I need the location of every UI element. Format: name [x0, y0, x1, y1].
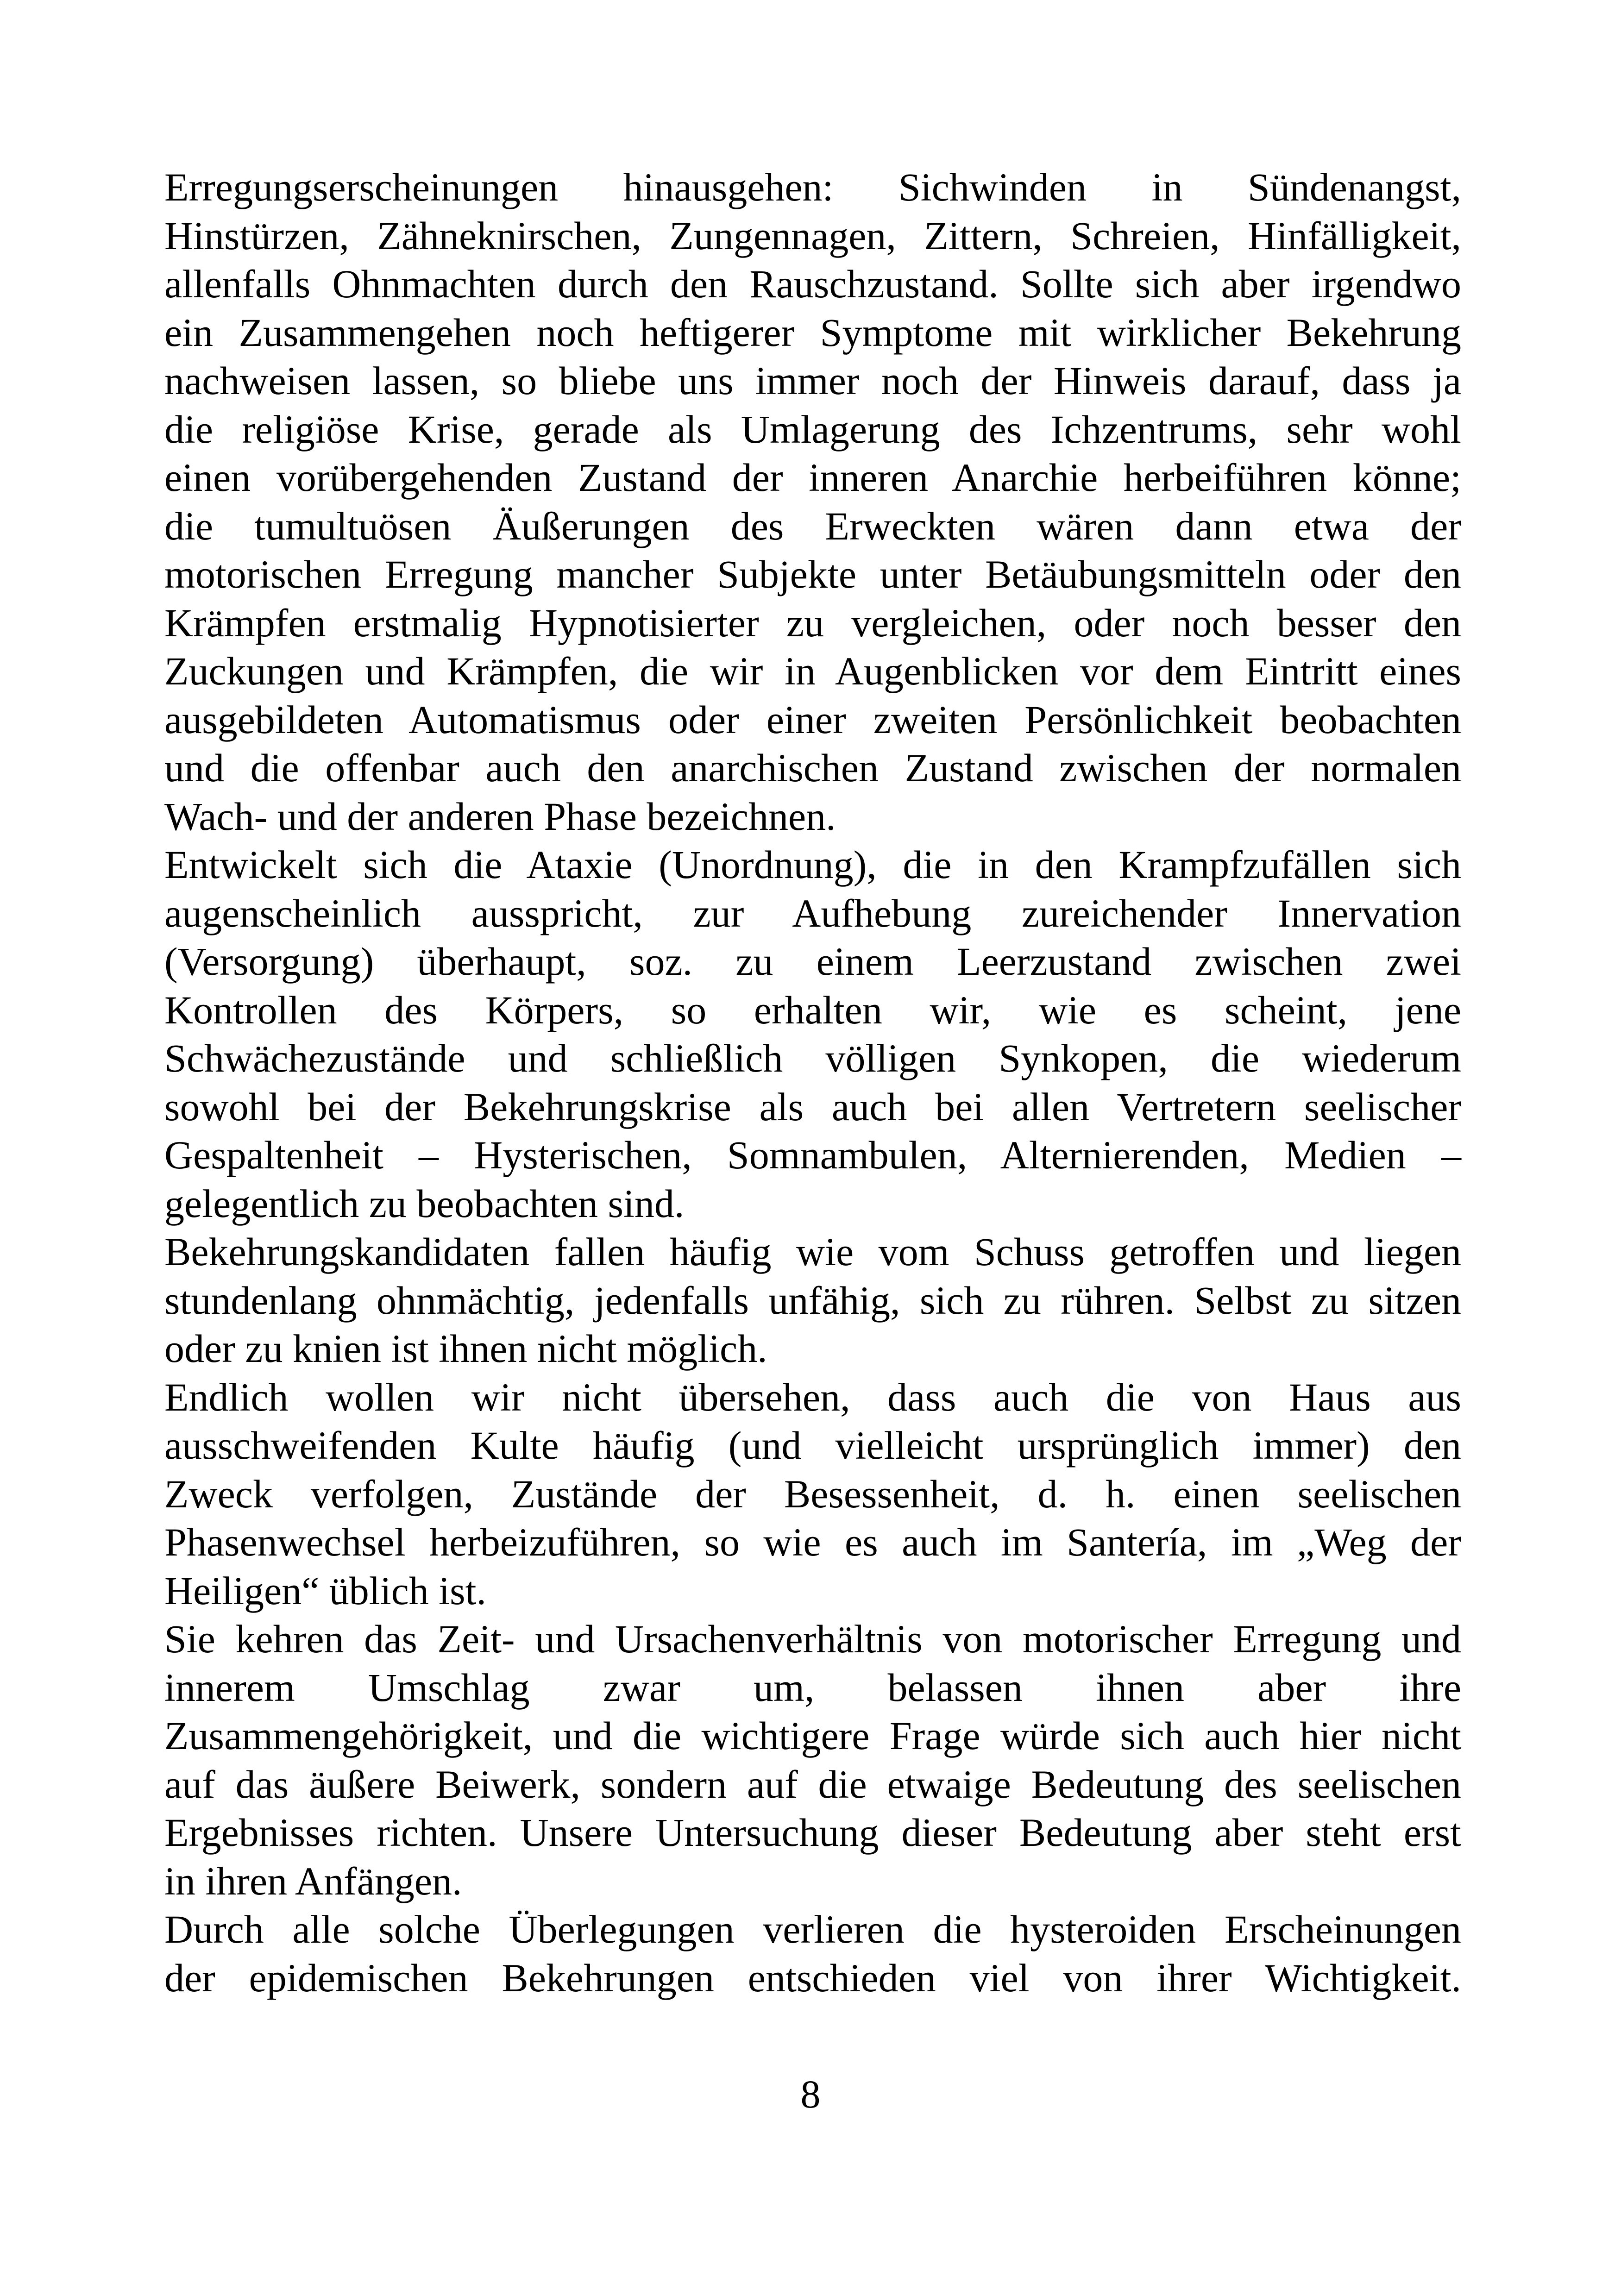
text-line: einen vorübergehenden Zustand der inneren Anarchie herbeiführen könne;: [164, 455, 1461, 500]
paragraph-2: [164, 841, 1461, 1228]
text-line: (Versorgung) überhaupt, soz. zu einem Leerzustand zwischen zwei: [164, 939, 1461, 984]
text-line: Heiligen“ üblich ist.: [164, 1568, 487, 1613]
paragraph-4: [164, 1373, 1461, 1615]
text-line: Krämpfen erstmalig Hypnotisierter zu vergleichen, oder noch besser den: [164, 600, 1461, 645]
text-line: Erregungserscheinungen hinausgehen: Sichwinden in Sündenangst,: [164, 165, 1461, 209]
text-line: die tumultuösen Äußerungen des Erweckten wären dann etwa der: [164, 503, 1461, 548]
text-line: Hinstürzen, Zähneknirschen, Zungennagen, Zittern, Schreien, Hinfälligkeit,: [164, 213, 1461, 258]
text-line: ausgebildeten Automatismus oder einer zweiten Persönlichkeit beobachten: [164, 697, 1461, 742]
text-line: Phasenwechsel herbeizuführen, so wie es auch im Santería, im „Weg der: [164, 1520, 1461, 1564]
text-line: innerem Umschlag zwar um, belassen ihnen aber ihre: [164, 1665, 1461, 1710]
text-line: Durch alle solche Überlegungen verlieren die hysteroiden Erscheinungen: [164, 1907, 1461, 1951]
text-line: stundenlang ohnmächtig, jedenfalls unfähig, sich zu rühren. Selbst zu sitzen: [164, 1278, 1461, 1323]
text-line: Bekehrungskandidaten fallen häufig wie vom Schuss getroffen und liegen: [164, 1230, 1461, 1274]
text-line: Zweck verfolgen, Zustände der Besessenheit, d. h. einen seelischen: [164, 1471, 1461, 1516]
text-line: Zusammengehörigkeit, und die wichtigere Frage würde sich auch hier nicht: [164, 1713, 1461, 1758]
text-line: ausschweifenden Kulte häufig (und vielleicht ursprünglich immer) den: [164, 1423, 1461, 1468]
text-line: Entwickelt sich die Ataxie (Unordnung), die in den Krampfzufällen sich: [164, 842, 1461, 887]
text-line: und die offenbar auch den anarchischen Zustand zwischen der normalen: [164, 746, 1461, 790]
text-line: nachweisen lassen, so bliebe uns immer noch der Hinweis darauf, dass ja: [164, 358, 1461, 403]
paragraph-6: [164, 1905, 1461, 2002]
text-line: Schwächezustände und schließlich völligen Synkopen, die wiederum: [164, 1036, 1461, 1080]
text-line: motorischen Erregung mancher Subjekte unter Betäubungsmitteln oder den: [164, 552, 1461, 596]
text-line: ein Zusammengehen noch heftigerer Symptome mit wirklicher Bekehrung: [164, 310, 1461, 355]
text-line: auf das äußere Beiwerk, sondern auf die etwaige Bedeutung des seelischen: [164, 1762, 1461, 1807]
text-line: Wach- und der anderen Phase bezeichnen.: [164, 794, 836, 839]
body-text: [164, 163, 1461, 2002]
text-line: Zuckungen und Krämpfen, die wir in Augenblicken vor dem Eintritt eines: [164, 649, 1461, 693]
page-number: 8: [800, 2072, 821, 2116]
text-line: Ergebnisses richten. Unsere Untersuchung dieser Bedeutung aber steht erst: [164, 1810, 1461, 1855]
text-line: oder zu knien ist ihnen nicht möglich.: [164, 1326, 767, 1371]
text-line: die religiöse Krise, gerade als Umlagerung des Ichzentrums, sehr wohl: [164, 407, 1461, 452]
text-line: allenfalls Ohnmachten durch den Rauschzustand. Sollte sich aber irgendwo: [164, 262, 1461, 306]
text-line: Endlich wollen wir nicht übersehen, dass auch die von Haus aus: [164, 1374, 1461, 1419]
paragraph-1: [164, 163, 1461, 841]
text-line: Gespaltenheit – Hysterischen, Somnambulen, Alternierenden, Medien –: [164, 1133, 1461, 1177]
paragraph-5: [164, 1615, 1461, 1905]
text-line: in ihren Anfängen.: [164, 1858, 462, 1903]
text-line: augenscheinlich ausspricht, zur Aufhebung zureichender Innervation: [164, 891, 1461, 935]
text-line: sowohl bei der Bekehrungskrise als auch bei allen Vertretern seelischer: [164, 1084, 1461, 1129]
text-line: gelegentlich zu beobachten sind.: [164, 1181, 685, 1226]
text-line: Kontrollen des Körpers, so erhalten wir, wie es scheint, jene: [164, 987, 1461, 1032]
paragraph-3: [164, 1228, 1461, 1373]
text-line: Sie kehren das Zeit- und Ursachenverhältnis von motorischer Erregung und: [164, 1617, 1461, 1661]
text-line: der epidemischen Bekehrungen entschieden viel von ihrer Wichtigkeit.: [164, 1955, 1461, 2000]
